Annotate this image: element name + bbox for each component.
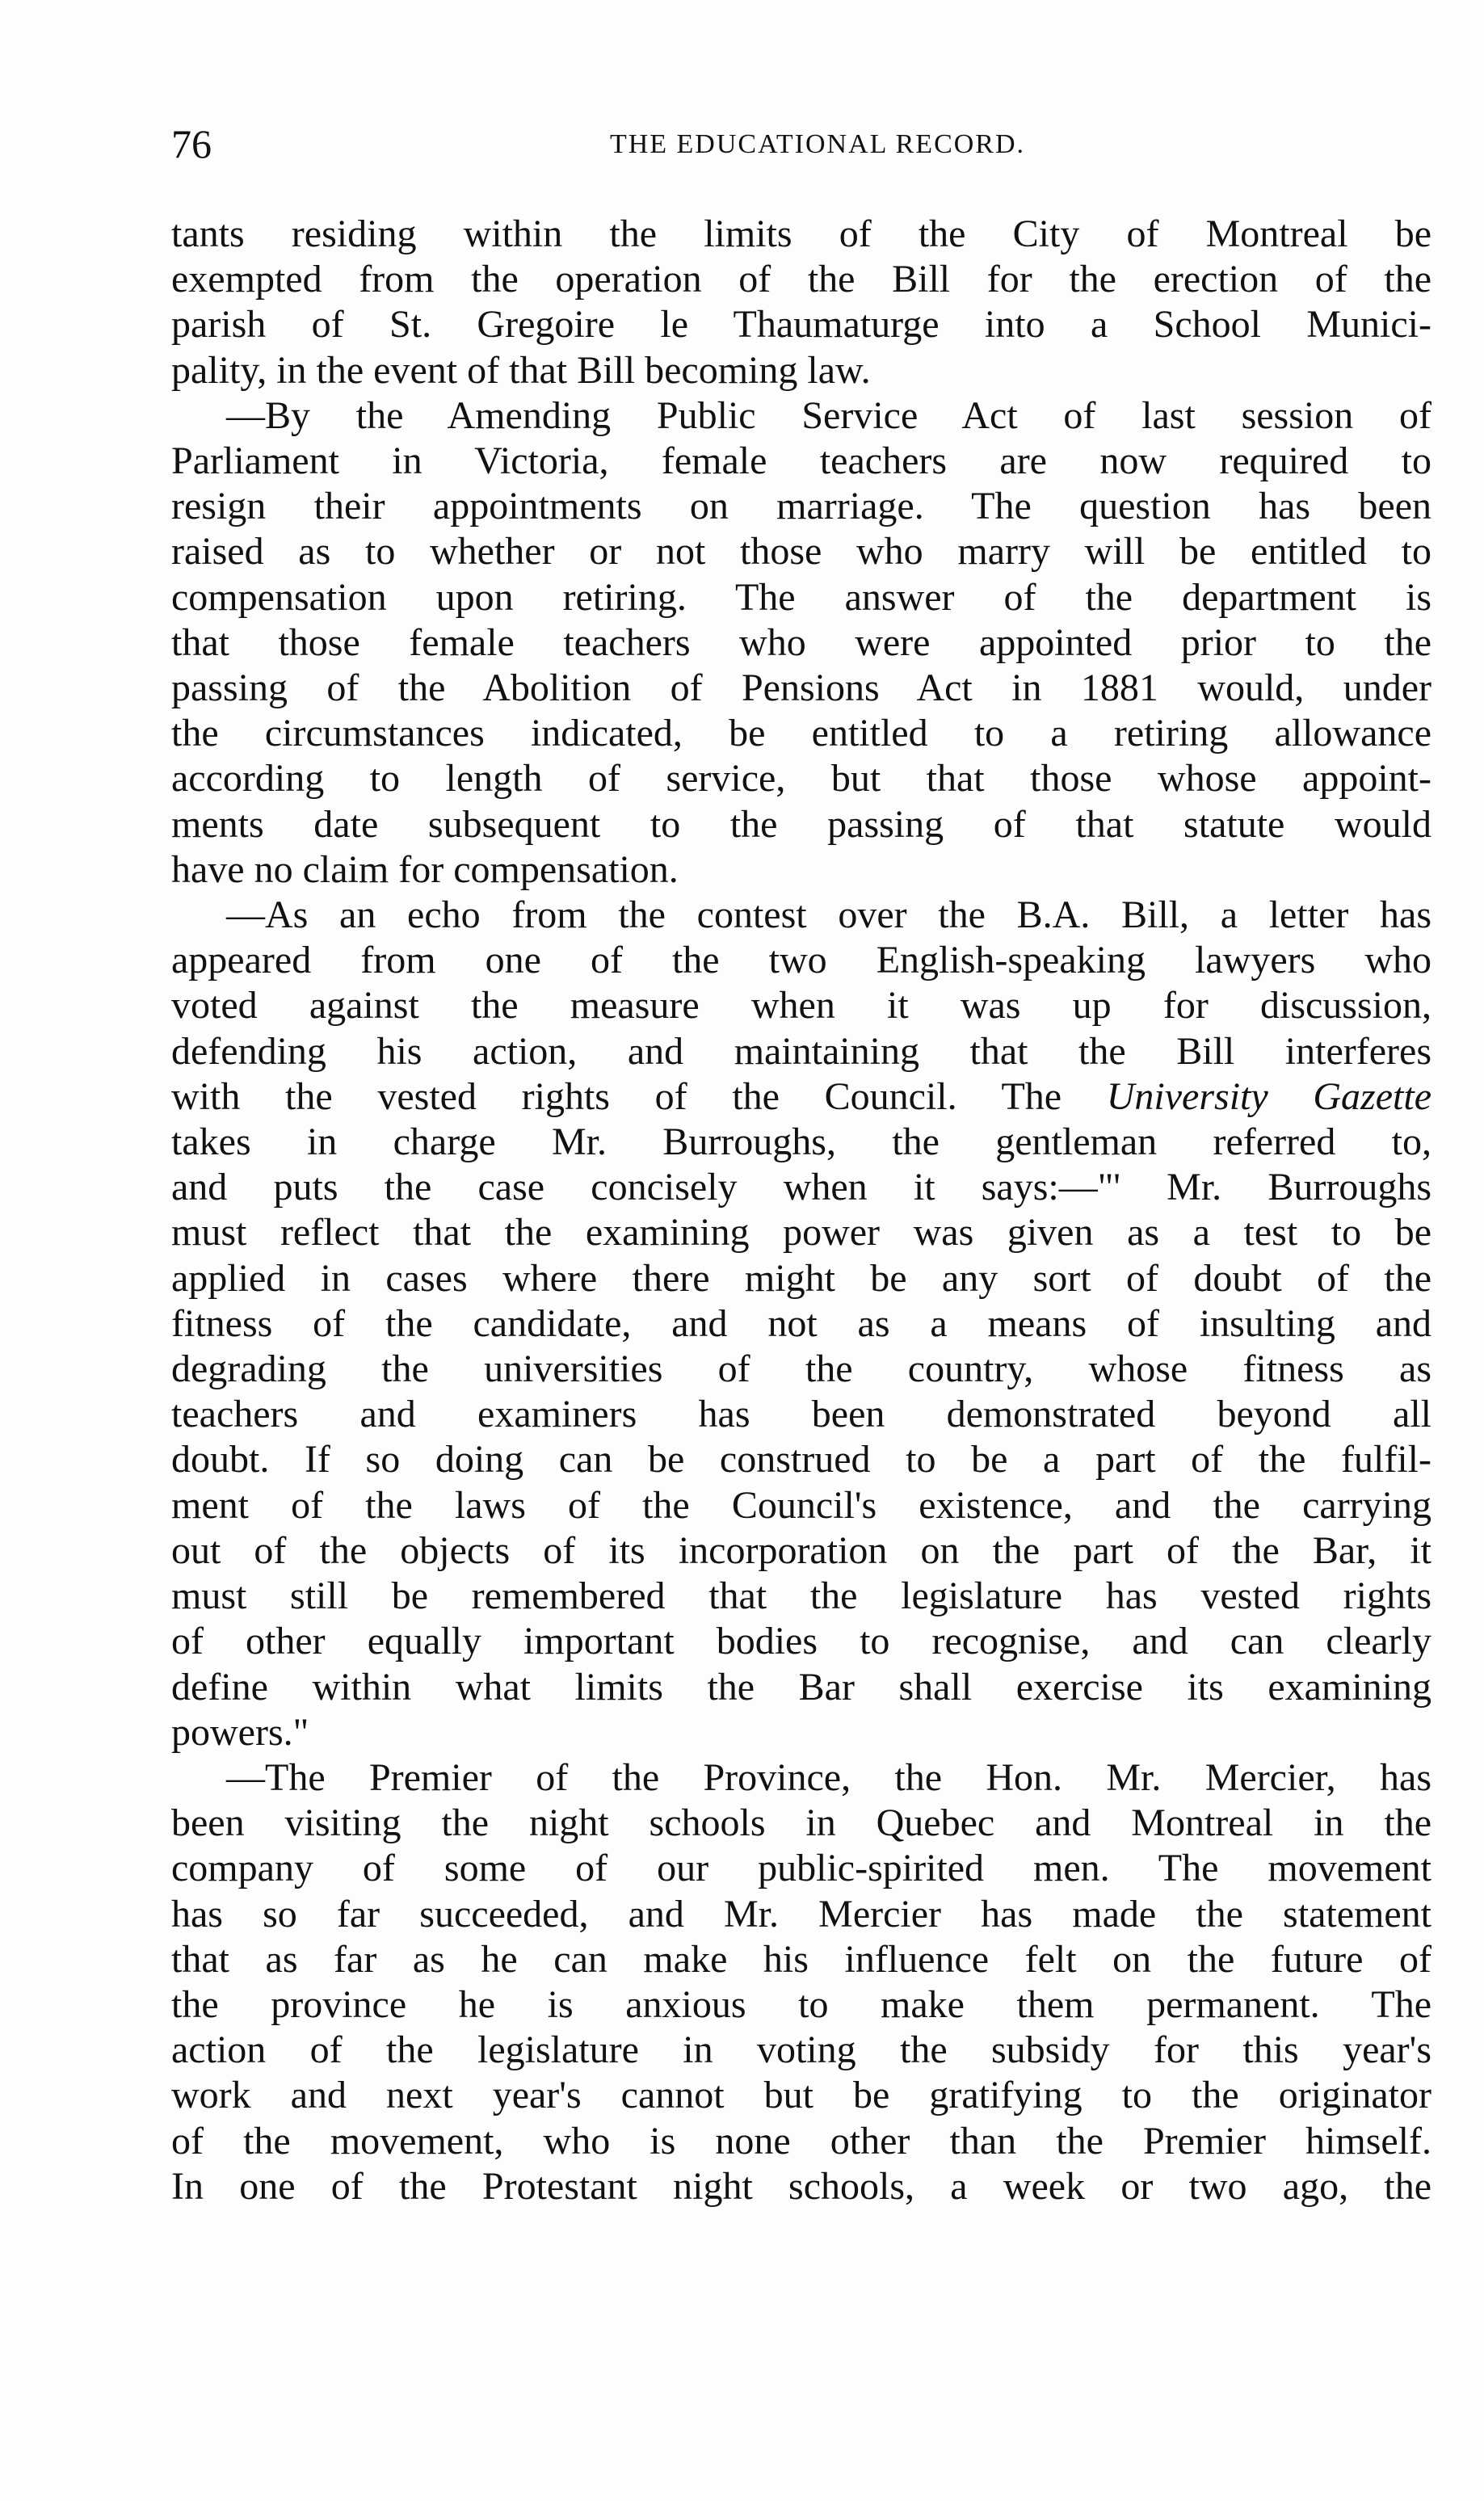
text-line: and puts the case concisely when it says:—"' Mr. Burroughs <box>171 1166 1431 1209</box>
page-number: 76 <box>171 121 212 166</box>
paragraph-1 <box>171 212 1431 393</box>
text-line: tants residing within the limits of the City of Montreal be <box>171 212 1431 255</box>
text-line: been visiting the night schools in Quebec and Montreal in the <box>171 1801 1431 1845</box>
text-line: ments date subsequent to the passing of that statute would <box>171 802 1431 846</box>
body-text <box>171 212 1431 2209</box>
text-line-with-italic <box>171 1074 1431 1120</box>
text-line: fitness of the candidate, and not as a means of insulting and <box>171 1301 1431 1345</box>
text-line: takes in charge Mr. Burroughs, the gentleman referred to, <box>171 1120 1431 1164</box>
text-line: that those female teachers who were appointed prior to the <box>171 620 1431 664</box>
text-line: company of some of our public-spirited men. The movement <box>171 1847 1431 1890</box>
text-line: appeared from one of the two English-speaking lawyers who <box>171 939 1431 982</box>
text-line: define within what limits the Bar shall exercise its examining <box>171 1665 1431 1709</box>
text-line: out of the objects of its incorporation on the part of the Bar, it <box>171 1528 1431 1572</box>
paragraph-3 <box>171 893 1431 1755</box>
text-line: must reflect that the examining power was given as a test to be <box>171 1211 1431 1255</box>
text-line: —By the Amending Public Service Act of last session of <box>226 393 1431 437</box>
text-line: of other equally important bodies to recognise, and can clearly <box>171 1620 1431 1663</box>
running-title: THE EDUCATIONAL RECORD. <box>609 129 1026 159</box>
text-line: raised as to whether or not those who marry will be entitled to <box>171 530 1431 574</box>
text-line: —The Premier of the Province, the Hon. Mr. Mercier, has <box>226 1755 1431 1799</box>
text-line: teachers and examiners has been demonstrated beyond all <box>171 1393 1431 1436</box>
text-line: defending his action, and maintaining that the Bill interferes <box>171 1029 1431 1073</box>
text-line: powers." <box>171 1710 309 1754</box>
text-line: of the movement, who is none other than the Premier himself. <box>171 2119 1431 2163</box>
text-line: has so far succeeded, and Mr. Mercier has made the statement <box>171 1892 1431 1936</box>
text-line: compensation upon retiring. The answer of the department is <box>171 575 1431 619</box>
text-line: action of the legislature in voting the subsidy for this year's <box>171 2028 1431 2072</box>
text-line: In one of the Protestant night schools, a week or two ago, the <box>171 2164 1431 2208</box>
paragraph-4 <box>171 1755 1431 2209</box>
text-line-part: with the vested rights of the Council. The <box>171 1074 1107 1118</box>
text-line: according to length of service, but that those whose appoint- <box>171 757 1431 801</box>
text-line: must still be remembered that the legislature has vested rights <box>171 1574 1431 1618</box>
text-line: degrading the universities of the country, whose fitness as <box>171 1347 1431 1391</box>
text-line: exempted from the operation of the Bill for the erection of the <box>171 258 1431 301</box>
text-line: Parliament in Victoria, female teachers are now required to <box>171 439 1431 483</box>
text-line: the province he is anxious to make them permanent. The <box>171 1982 1431 2026</box>
italic-publication-title: University Gazette <box>1106 1074 1431 1118</box>
text-line: have no claim for compensation. <box>171 847 679 891</box>
paragraph-2 <box>171 393 1431 893</box>
text-line: ment of the laws of the Council's existence, and the carrying <box>171 1483 1431 1527</box>
text-line: —As an echo from the contest over the B.A. Bill, a letter has <box>226 893 1431 937</box>
running-head <box>171 120 1431 176</box>
text-line: that as far as he can make his influence felt on the future of <box>171 1937 1431 1981</box>
text-line: doubt. If so doing can be construed to be a part of the fulfil- <box>171 1438 1431 1482</box>
text-line: parish of St. Gregoire le Thaumaturge into a School Munici- <box>171 303 1431 347</box>
text-line: the circumstances indicated, be entitled to a retiring allowance <box>171 712 1431 755</box>
text-line: work and next year's cannot but be gratifying to the originator <box>171 2074 1431 2117</box>
text-line: pality, in the event of that Bill becoming law. <box>171 348 871 392</box>
text-line: passing of the Abolition of Pensions Act in 1881 would, under <box>171 666 1431 710</box>
text-line: resign their appointments on marriage. The question has been <box>171 485 1431 528</box>
text-line: voted against the measure when it was up for discussion, <box>171 984 1431 1028</box>
text-line: applied in cases where there might be any sort of doubt of the <box>171 1256 1431 1300</box>
